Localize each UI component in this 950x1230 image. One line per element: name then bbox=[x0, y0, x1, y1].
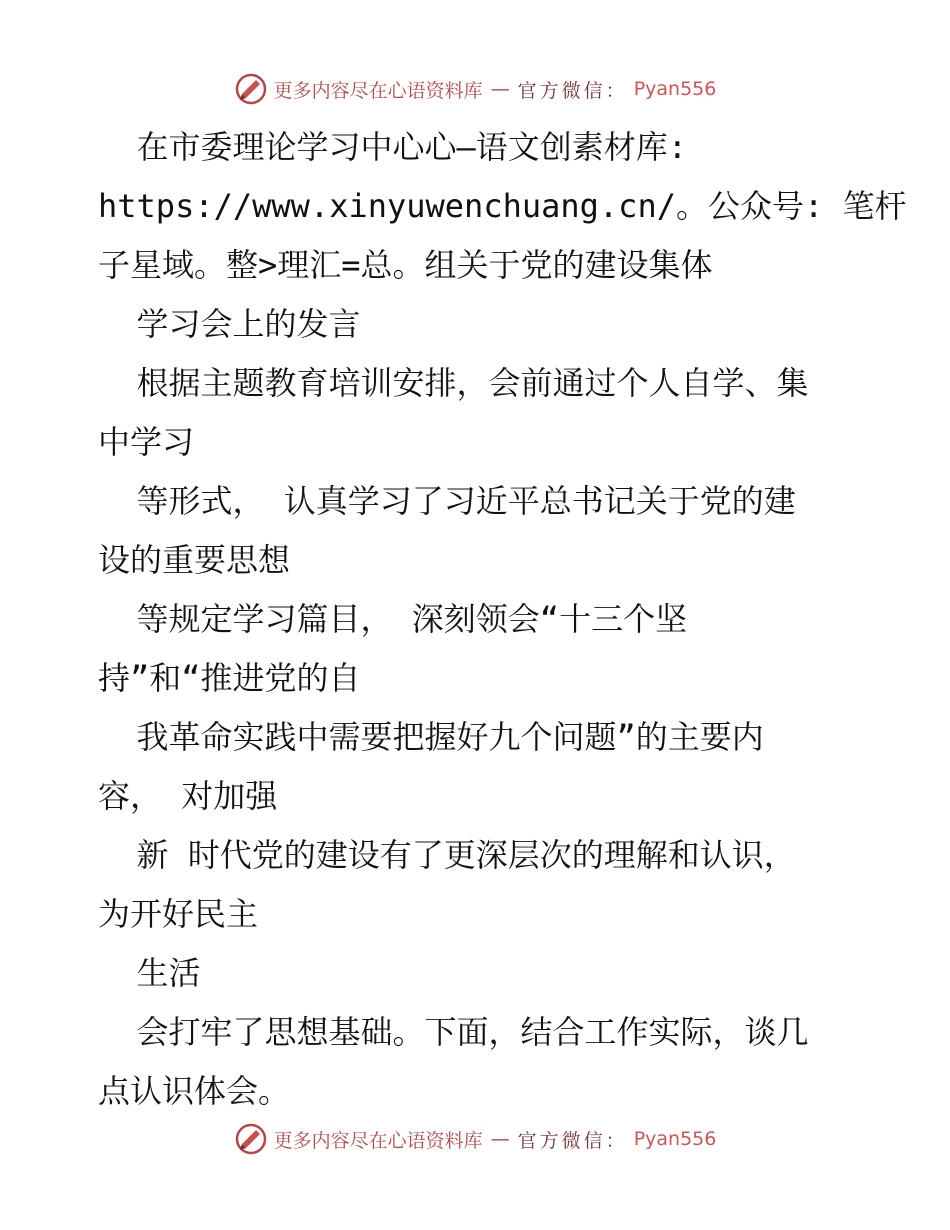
body-line: 为开好民主 bbox=[98, 895, 259, 933]
body-line: 持”和“推进党的自 bbox=[98, 659, 361, 697]
banner-wechat-label: 官方微信： bbox=[517, 1129, 628, 1152]
pen-logo-icon bbox=[234, 1122, 268, 1156]
body-line: 新 时代党的建设有了更深层次的理解和认识， bbox=[98, 836, 796, 874]
header-banner bbox=[0, 72, 950, 106]
body-line: 设的重要思想 bbox=[98, 541, 291, 579]
banner-title: 更多内容尽在心语资料库 bbox=[273, 79, 483, 102]
body-line: 会打牢了思想基础。下面，结合工作实际，谈几 bbox=[98, 1013, 809, 1051]
body-line: https://www.xinyuwenchuang.cn/。公众号: 笔杆 bbox=[98, 187, 907, 225]
body-line: 生活 bbox=[98, 954, 201, 992]
document-body bbox=[98, 118, 907, 1121]
body-line: 我革命实践中需要把握好九个问题”的主要内 bbox=[98, 718, 764, 756]
body-line: 根据主题教育培训安排，会前通过个人自学、集 bbox=[98, 364, 809, 402]
banner-wechat-id: Pyan556 bbox=[633, 1128, 717, 1150]
body-line: 点认识体会。 bbox=[98, 1072, 291, 1110]
banner-dash: — bbox=[490, 1128, 510, 1150]
body-line: 子星域。整>理汇=总。组关于党的建设集体 bbox=[98, 246, 713, 284]
body-line: 学习会上的发言 bbox=[98, 305, 361, 343]
body-line: 等形式， 认真学习了习近平总书记关于党的建 bbox=[98, 482, 796, 520]
pen-logo-icon bbox=[234, 72, 268, 106]
body-line: 容， 对加强 bbox=[98, 777, 278, 815]
banner-title: 更多内容尽在心语资料库 bbox=[273, 1129, 483, 1152]
body-line: 在市委理论学习中心心—语文创素材库: bbox=[98, 128, 688, 166]
banner-dash: — bbox=[490, 78, 510, 100]
banner-wechat-id: Pyan556 bbox=[633, 78, 717, 100]
footer-banner bbox=[0, 1122, 950, 1156]
banner-wechat-label: 官方微信： bbox=[517, 79, 628, 102]
body-line: 等规定学习篇目， 深刻领会“十三个坚 bbox=[98, 600, 688, 638]
body-line: 中学习 bbox=[98, 423, 195, 461]
